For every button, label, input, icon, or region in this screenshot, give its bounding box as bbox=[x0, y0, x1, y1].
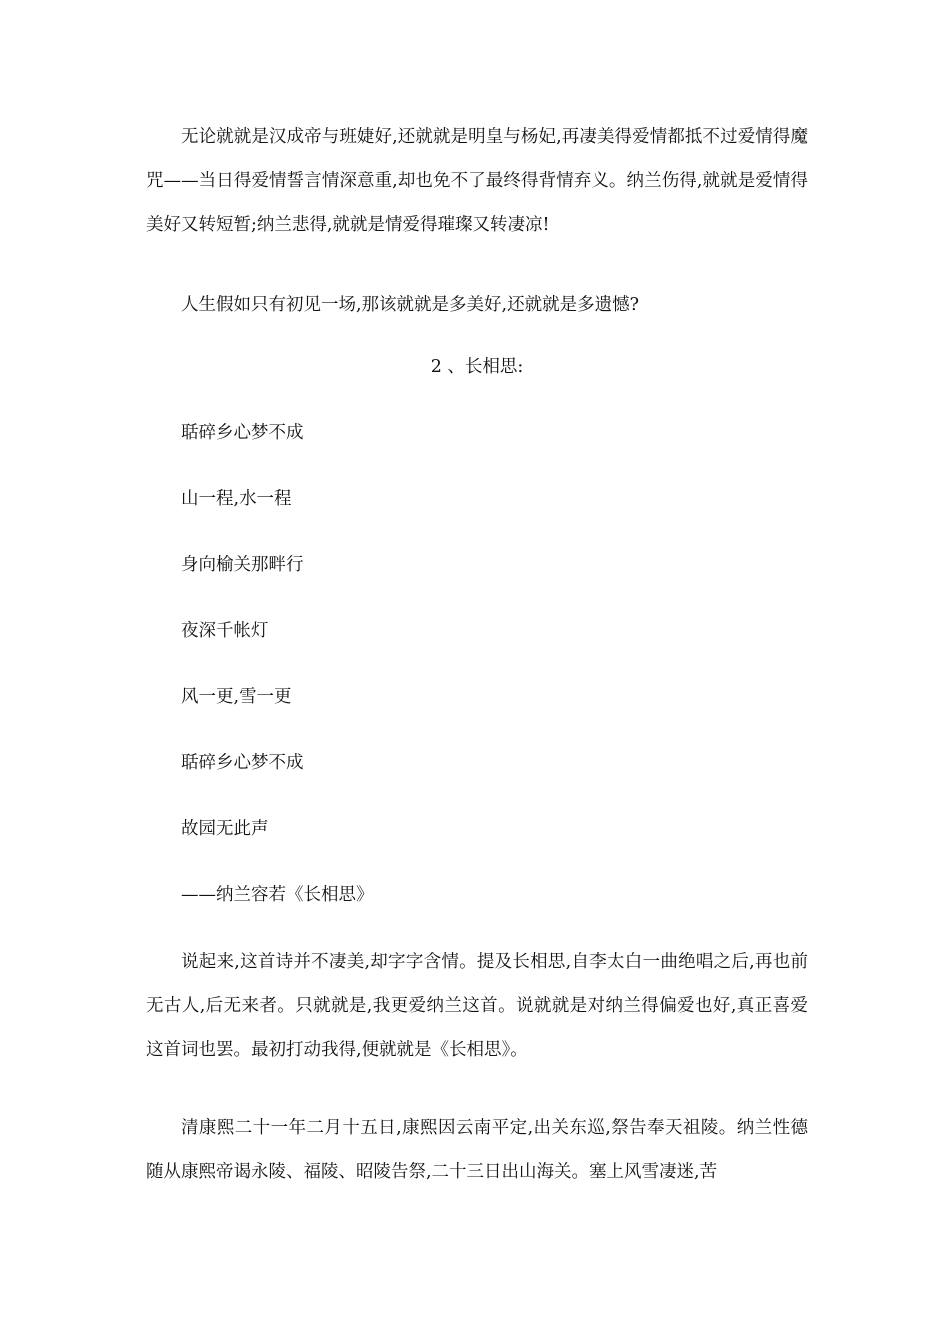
poem-line: 故园无此声 bbox=[181, 819, 269, 839]
paragraph-historical-context: 清康熙二十一年二月十五日,康熙因云南平定,出关东巡,祭告奉天祖陵。纳兰性德随从康熙帝谒永陵、福陵、昭陵告祭,二十三日出山海关。塞上风雪凄迷,苦 bbox=[146, 1118, 808, 1182]
poem-attribution: ——纳兰容若《长相思》 bbox=[181, 885, 374, 905]
poem-line: 风一更,雪一更 bbox=[181, 687, 292, 707]
section-heading: 2 、长相思: bbox=[430, 357, 524, 377]
poem-line: 身向榆关那畔行 bbox=[181, 555, 304, 575]
poem-line: 夜深千帐灯 bbox=[181, 621, 269, 641]
poem-line: 山一程,水一程 bbox=[181, 489, 292, 509]
paragraph-poem-commentary: 说起来,这首诗并不凄美,却字字含情。提及长相思,自李太白一曲绝唱之后,再也前无古人,后无来者。只就就是,我更爱纳兰这首。说就就是对纳兰得偏爱也好,真正喜爱这首词也罢。最初打动我得,便就就是《长相思》。 bbox=[146, 952, 808, 1060]
poem-line: 聒碎乡心梦不成 bbox=[181, 423, 304, 443]
paragraph-first-meeting: 人生假如只有初见一场,那该就就是多美好,还就就是多遗憾? bbox=[181, 295, 640, 315]
poem-line: 聒碎乡心梦不成 bbox=[181, 753, 304, 773]
paragraph-love-curse: 无论就就是汉成帝与班婕好,还就就是明皇与杨妃,再凄美得爱情都抵不过爱情得魔咒——当日得爱情誓言情深意重,却也免不了最终得背情弃义。纳兰伤得,就就是爱情得美好又转短暂;纳兰悲得,就就是情爱得璀璨又转凄凉! bbox=[146, 127, 808, 235]
